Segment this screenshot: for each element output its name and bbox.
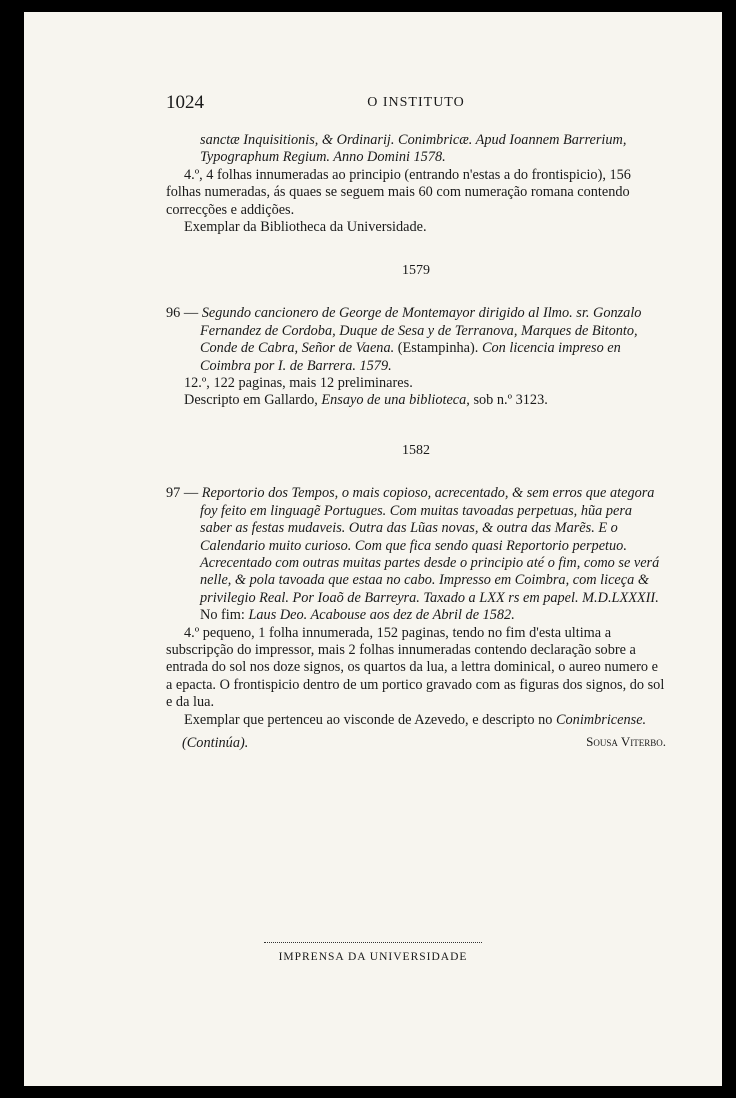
continua-note: (Continúa). [182, 735, 249, 752]
page [24, 12, 722, 1086]
entry-97 [166, 442, 666, 755]
entry-title: Reportorio dos Tempos, o mais copioso, acrecentado, & sem erros que ategora foy feito em linguagẽ Portugues. Com muitas tavoadas perpetuas, hũa pera saber as festas mudaveis. Outra das Lũas novas, & outra das Marẽs. E o Calendario muito curioso. Com que fica sendo quasi Reportorio perpetuo. Acrecentado com outras muitas partes desde o principio até o fim, como se verá nelle, & pola tavoada que estaa no cabo. Impresso em Coimbra, com liceça & privilegio Real. Por Ioaõ de Barreyra. Taxado a LXX rs em papel. M.D.LXXXII. [200, 485, 660, 606]
entry-title-continued: sanctæ Inquisitionis, & Ordinarij. Conimbricæ. Apud Ioannem Barrerium, Typographum Regium. Anno Domini 1578. [200, 132, 627, 166]
entry-number: 96 — [166, 305, 199, 322]
journal-title: O INSTITUTO [367, 95, 465, 110]
colophon: Laus Deo. Acabouse aos dez de Abril de 1582. [248, 607, 515, 624]
printer-name: IMPRENSA DA UNIVERSIDADE [278, 951, 468, 963]
reference-work: Ensayo de una biblioteca, [321, 392, 470, 409]
entry-description: 4.º, 4 folhas innumeradas ao principio (entrando n'estas a do frontispicio), 156 folhas numeradas, ás quaes se seguem mais 60 com numeração romana contendo correcções e addições. [166, 166, 631, 218]
entry-reference: Descripto em Gallardo, Ensayo de una biblioteca, sob n.º 3123. [184, 392, 548, 409]
entry-96 [166, 262, 666, 410]
author-signature: Sousa Viterbo. [586, 734, 666, 750]
entry-imprint: Con licencia impreso en Coimbra por I. de Barrera. 1579. [200, 340, 621, 374]
entry-number: 97 — [166, 485, 199, 502]
entry-title: Segundo cancionero de George de Montemayor dirigido al Ilmo. sr. Gonzalo Fernandez de Cordoba, Duque de Sesa y de Terranova, Marques de Bitonto, Conde de Cabra, Señor de Vaena. [200, 305, 642, 357]
entry-96-title [166, 305, 666, 375]
entry-title-note: (Estampinha). [397, 340, 479, 357]
entry-exemplar: Exemplar da Bibliotheca da Universidade. [184, 219, 427, 236]
entry-exemplar: Exemplar que pertenceu ao visconde de Azevedo, e descripto no Conimbricense. [184, 711, 647, 728]
entry-97-title [166, 485, 666, 624]
ornamental-rule [264, 936, 482, 943]
exemplar-work: Conimbricense. [555, 711, 647, 728]
printer-imprint [24, 930, 722, 963]
colophon-label: No fim: [200, 607, 245, 624]
entry-description: 4.º pequeno, 1 folha innumerada, 152 paginas, tendo no fim d'esta ultima a subscripção do impressor, mais 2 folhas innumeradas contendo declaração sobre a entrada do sol nos doze signos, os quartos da lua, a lettra dominical, o aureo numero e a epacta. O frontispicio dentro de um portico gravado com as figuras dos signos, do sol e da lua. [166, 624, 665, 711]
page-number: 1024 [166, 92, 204, 113]
running-header [166, 92, 666, 114]
entry-description: 12.º, 122 paginas, mais 12 preliminares. [184, 375, 413, 392]
signature-row [166, 735, 666, 755]
entry-continuation [166, 132, 666, 236]
year-heading-1582: 1582 [402, 443, 430, 458]
year-heading-1579: 1579 [402, 263, 430, 278]
